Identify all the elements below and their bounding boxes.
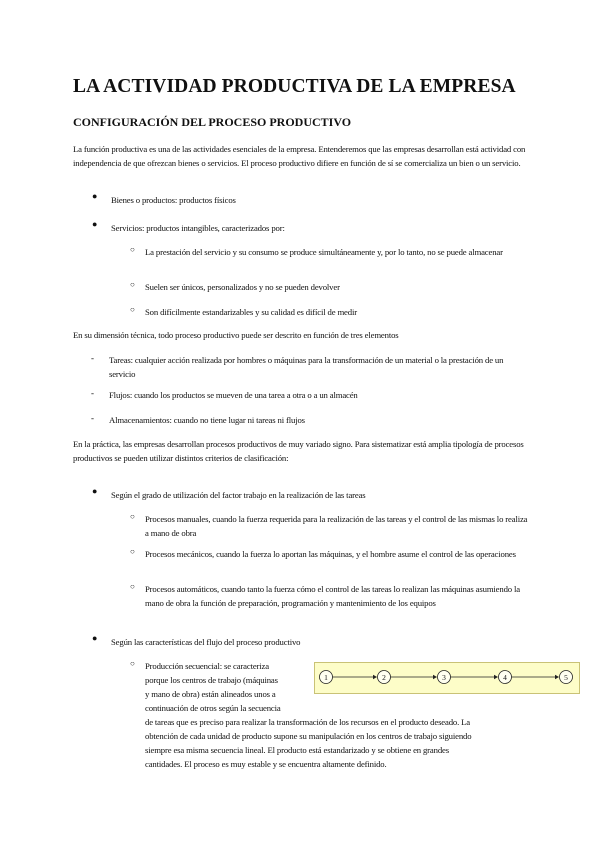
circle-bullet-icon: ○	[130, 512, 135, 521]
circle-bullet-icon: ○	[130, 659, 135, 668]
sequential-description-narrow	[145, 659, 310, 715]
dash-bullet-icon: -	[91, 353, 94, 363]
text-line: siempre esa misma secuencia lineal. El producto está estandarizado y se obtiene en grandes	[145, 745, 449, 755]
criterion-item: Según el grado de utilización del factor trabajo en la realización de las tareas	[111, 490, 366, 500]
circle-bullet-icon: ○	[130, 547, 135, 556]
circle-bullet-icon: ○	[130, 305, 135, 314]
circle-bullet-icon: ○	[130, 582, 135, 591]
work-center-label: 2	[382, 672, 386, 682]
circle-bullet-icon: ○	[130, 245, 135, 254]
dash-bullet-icon: -	[91, 413, 94, 423]
circle-bullet-icon: ○	[130, 280, 135, 289]
sequential-flow-diagram	[314, 662, 580, 694]
work-center-label: 1	[324, 672, 328, 682]
page-title: LA ACTIVIDAD PRODUCTIVA DE LA EMPRESA	[73, 76, 516, 97]
text-line: Producción secuencial: se caracteriza	[145, 661, 269, 671]
bullet-item: Bienes o productos: productos físicos	[111, 195, 236, 205]
dimension-paragraph: En su dimensión técnica, todo proceso productivo puede ser descrito en función de tres elementos	[73, 330, 399, 340]
text-line: continuación de otros según la secuencia	[145, 703, 281, 713]
dash-item: Tareas: cualquier acción realizada por hombres o máquinas para la transformación de un material o la prestación de un servicio	[109, 355, 504, 379]
dash-item: Almacenamientos: cuando no tiene lugar ni tareas ni flujos	[109, 415, 305, 425]
text-line: obtención de cada unidad de producto supone su manipulación en los centros de trabajo siguiendo	[145, 731, 472, 741]
sub-bullet-item: Suelen ser únicos, personalizados y no se pueden devolver	[145, 282, 340, 292]
work-center-label: 5	[564, 672, 568, 682]
criterion-item: Según las características del flujo del proceso productivo	[111, 637, 301, 647]
dash-bullet-icon: -	[91, 388, 94, 398]
text-line: porque los centros de trabajo (máquinas	[145, 675, 278, 685]
bullet-item: Servicios: productos intangibles, caracterizados por:	[111, 223, 285, 233]
practice-paragraph: En la práctica, las empresas desarrollan procesos productivos de muy variado signo. Para sistematizar está amplia tipología de procesos productivos se pueden utilizar distintos criterios de clasificación:	[73, 439, 524, 463]
sub-bullet-item: La prestación del servicio y su consumo se produce simultáneamente y, por lo tanto, no se puede almacenar	[145, 247, 503, 257]
text-line: y mano de obra) están alineados unos a	[145, 689, 276, 699]
process-item: Procesos automáticos, cuando tanto la fuerza cómo el control de las tareas lo realizan las máquinas asumiendo la mano de obra la función de preparación, programación y mantenimiento de los equipos	[145, 584, 520, 608]
process-item: Procesos mecánicos, cuando la fuerza lo aportan las máquinas, y el hombre asume el control de las operaciones	[145, 549, 516, 559]
bullet-icon: ●	[92, 633, 98, 643]
sub-bullet-item: Son difícilmente estandarizables y su calidad es difícil de medir	[145, 307, 357, 317]
process-item: Procesos manuales, cuando la fuerza requerida para la realización de las tareas y el control de las mismas lo realiza a mano de obra	[145, 514, 528, 538]
text-line: cantidades. El proceso es muy estable y se encuentra altamente definido.	[145, 759, 387, 769]
bullet-icon: ●	[92, 219, 98, 229]
section-subtitle: CONFIGURACIÓN DEL PROCESO PRODUCTIVO	[73, 115, 352, 129]
text-line: de tareas que es preciso para realizar la transformación de los recursos en el producto deseado. La	[145, 717, 471, 727]
work-center-label: 3	[442, 672, 446, 682]
work-center-label: 4	[503, 672, 507, 682]
dash-item: Flujos: cuando los productos se mueven de una tarea a otra o a un almacén	[109, 390, 358, 400]
bullet-icon: ●	[92, 191, 98, 201]
intro-paragraph: La función productiva es una de las actividades esenciales de la empresa. Entenderemos que las empresas desarrollan está actividad con independencia de que ofrezcan bienes o servicios. El proceso productivo difiere en función de sí se comercializa un bien o un servicio.	[73, 144, 526, 168]
sequential-description-wide	[145, 715, 535, 771]
bullet-icon: ●	[92, 486, 98, 496]
